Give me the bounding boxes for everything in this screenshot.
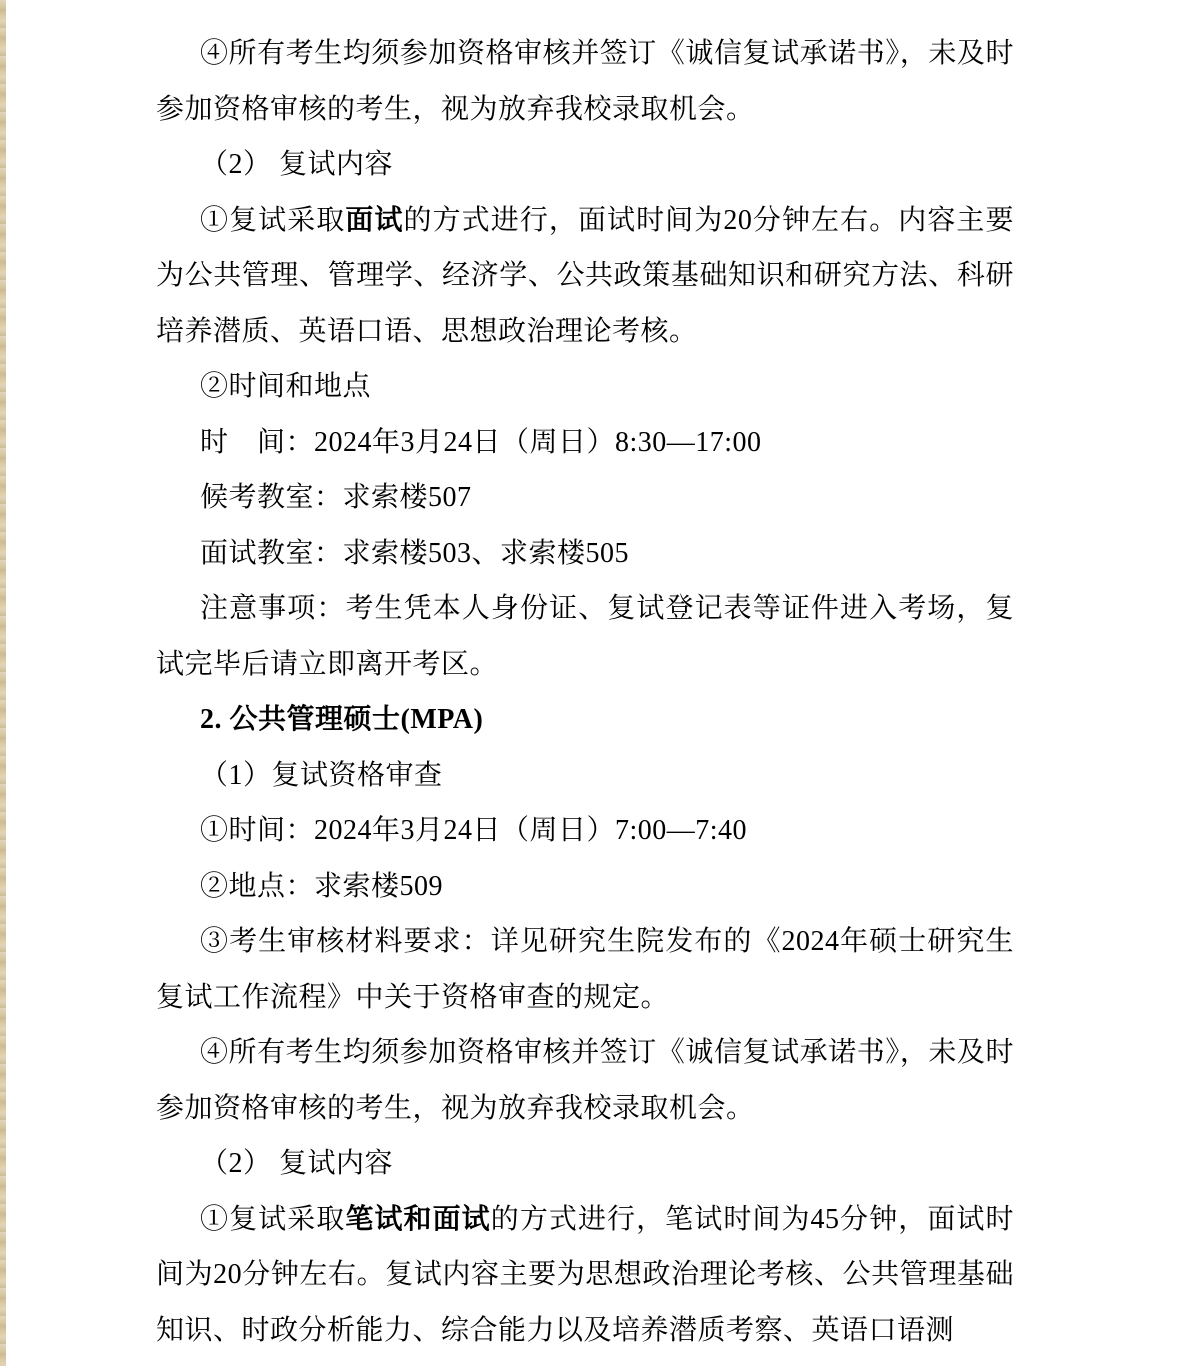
page-edge-strip	[0, 0, 6, 1366]
text-run: （2） 复试内容	[200, 1148, 394, 1179]
document-content	[156, 26, 1014, 1358]
text-run: ④所有考生均须参加资格审核并签订《诚信复试承诺书》，未及时参加资格审核的考生，视为放弃我校录取机会。	[156, 38, 1014, 125]
text-run: ③考生审核材料要求：详见研究生院发布的《2024年硕士研究生复试工作流程》中关于资格审查的规定。	[156, 926, 1014, 1013]
text-run: 时 间：2024年3月24日（周日）8:30—17:00	[200, 426, 762, 458]
paragraph-mpa-place	[156, 859, 1014, 915]
paragraph-interview-time	[156, 415, 1014, 471]
text-run: 注意事项：考生凭本人身份证、复试登记表等证件进入考场，复试完毕后请立即离开考区。	[156, 593, 1014, 680]
paragraph-mpa-retest-format	[156, 1192, 1014, 1359]
paragraph-waiting-room	[156, 470, 1014, 526]
paragraph-time-place-heading	[156, 359, 1014, 415]
text-run-bold: 笔试和面试	[345, 1203, 491, 1235]
text-run: ①复试采取	[200, 204, 346, 236]
heading-mpa-retest-content	[156, 1136, 1014, 1192]
text-run: （1）复试资格审查	[200, 759, 443, 791]
text-run: ②时间和地点	[200, 371, 372, 402]
paragraph-retest-format	[156, 193, 1014, 360]
text-run: 的方式进行，面试时间为20分钟左右。内容主要为公共管理、管理学、经济学、公共政策基础知识和研究方法、科研培养潜质、英语口语、思想政治理论考核。	[156, 204, 1014, 347]
heading-mpa-section	[156, 692, 1014, 748]
paragraph-notice	[156, 581, 1014, 692]
text-run: 的方式进行，笔试时间为45分钟，面试时间为20分钟左右。复试内容主要为思想政治理论考核、公共管理基础知识、时政分析能力、综合能力以及培养潜质考察、英语口语测	[156, 1203, 1014, 1346]
text-run: 候考教室：求索楼507	[200, 482, 472, 513]
paragraph-mpa-time	[156, 803, 1014, 859]
text-run: ①复试采取	[200, 1203, 346, 1235]
heading-retest-content	[156, 137, 1014, 193]
text-run: ②地点：求索楼509	[200, 870, 444, 902]
text-run: 面试教室：求索楼503、求索楼505	[200, 537, 630, 569]
text-run-bold: 面试	[345, 204, 404, 236]
paragraph-interview-rooms	[156, 526, 1014, 582]
text-run-bold: 2. 公共管理硕士(MPA)	[200, 704, 484, 735]
heading-qualification-review	[156, 748, 1014, 804]
paragraph-mpa-commitment	[156, 1025, 1014, 1136]
text-run: ④所有考生均须参加资格审核并签订《诚信复试承诺书》，未及时参加资格审核的考生，视为放弃我校录取机会。	[156, 1037, 1014, 1124]
text-run: ①时间：2024年3月24日（周日）7:00—7:40	[200, 815, 748, 846]
paragraph-clause4-commitment	[156, 26, 1014, 137]
text-run: （2） 复试内容	[200, 149, 394, 180]
paragraph-mpa-materials	[156, 914, 1014, 1025]
